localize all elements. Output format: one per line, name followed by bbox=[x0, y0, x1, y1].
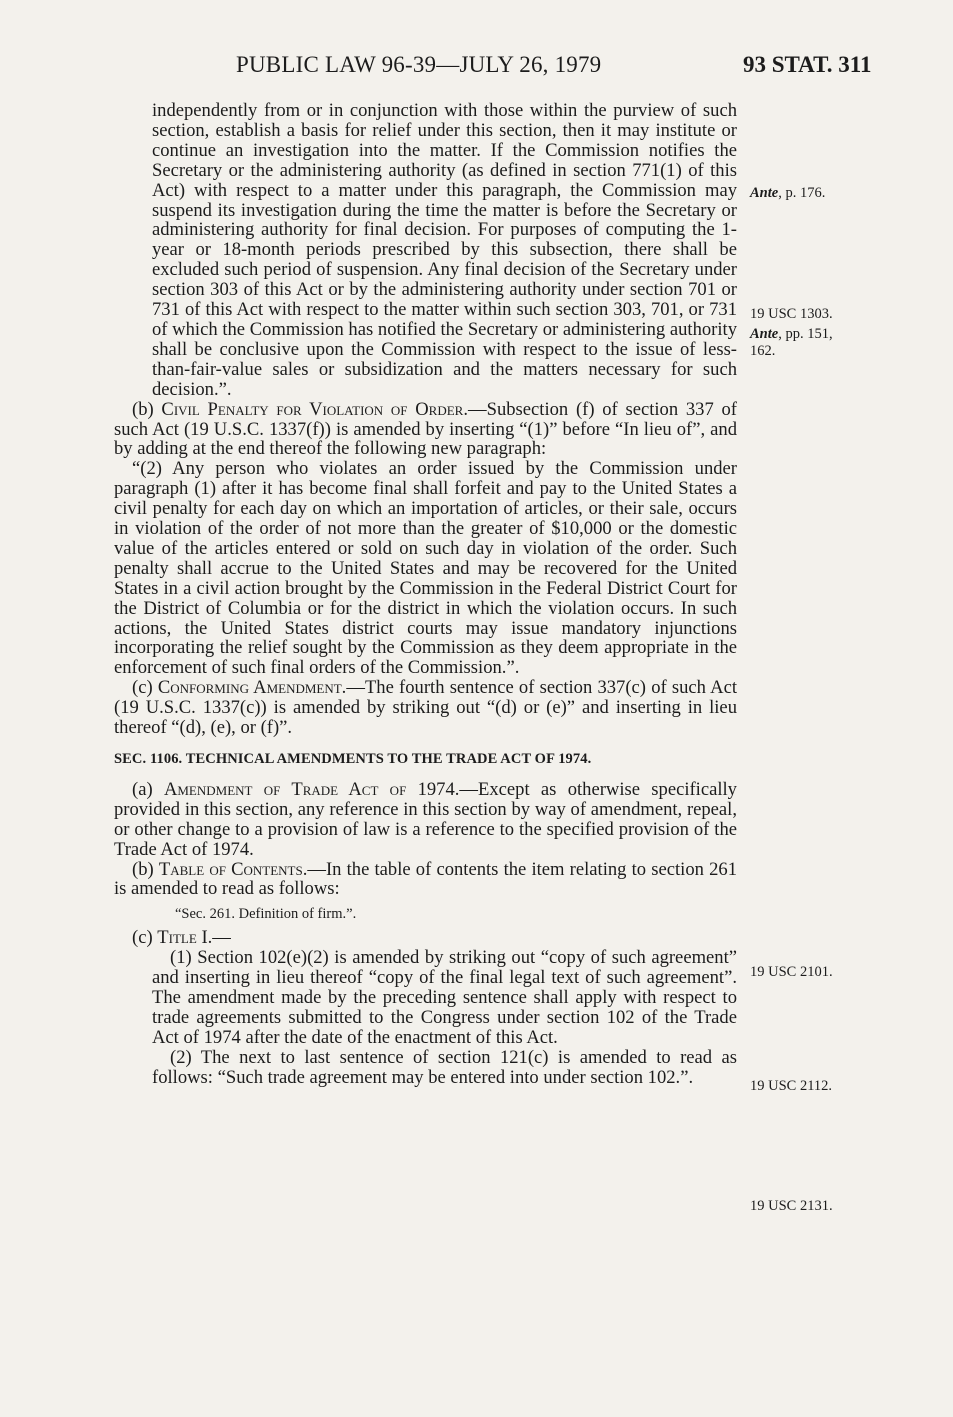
subsection-heading: Title I. bbox=[157, 927, 213, 949]
running-title: PUBLIC LAW 96-39—JULY 26, 1979 bbox=[236, 52, 602, 77]
subsection-dash: — bbox=[212, 927, 231, 949]
margin-note-ante: Ante bbox=[750, 326, 779, 342]
subsection-label: (c) bbox=[132, 927, 153, 949]
subsection-c-title bbox=[114, 928, 737, 948]
subsection-label: (b) bbox=[132, 398, 154, 420]
subsection-body: —Except as otherwise specifically provided in this section, any reference in this section by way of amendment, repeal, or other change to a provision of law is a reference to the specified provision of the Trade Act of 1974. bbox=[114, 778, 737, 860]
margin-note-ante-151 bbox=[750, 326, 833, 360]
margin-note-ante-176 bbox=[750, 185, 825, 202]
paragraph-c-1: (1) Section 102(e)(2) is amended by striking out “copy of such agreement” and inserting in lieu thereof “copy of the final legal text of such agreement”. The amendment made by the preceding sentence shall apply with respect to trade agreements submitted to the Congress under section 102 of the Trade Act of 1974 after the date of the enactment of this Act. bbox=[152, 947, 737, 1048]
subsection-heading: Civil Penalty for Violation of Order. bbox=[161, 398, 469, 420]
subsection-label: (c) bbox=[132, 677, 153, 699]
quoted-paragraph-2: “(2) Any person who violates an order issued by the Commission under paragraph (1) after it has become final shall forfeit and pay to the United States a civil penalty for each day on which an importation of articles, or their sale, occurs in violation of the order of not more than the greater of $10,000 or the domestic value of the articles entered or sold on such day in violation of the order. Such penalty shall accrue to the United States and may be recovered for the United States in a civil action brought by the Commission in the Federal District Court for the District of Columbia or for the district in which the violation occurs. In such actions, the United States district courts may issue mandatory injunctions incorporating the relief sought by the Commission as they deem appropriate in the enforcement of such final orders of the Commission.”. bbox=[114, 458, 737, 679]
margin-note-pages: , pp. 151, bbox=[778, 326, 833, 342]
margin-note-ante: Ante bbox=[750, 185, 779, 201]
subsection-heading: Table of Contents. bbox=[158, 858, 308, 880]
margin-note-page: , p. 176. bbox=[778, 185, 826, 201]
toc-quote: “Sec. 261. Definition of firm.”. bbox=[175, 906, 357, 923]
margin-note-usc-2101: 19 USC 2101. bbox=[750, 964, 833, 980]
margin-note-usc-2131: 19 USC 2131. bbox=[750, 1198, 833, 1214]
subsection-heading: Amendment of Trade Act of 1974. bbox=[163, 778, 460, 800]
subsection-b-toc bbox=[114, 860, 737, 900]
subsection-a bbox=[114, 780, 737, 860]
paragraph-continuation: independently from or in conjunction with those within the purview of such section, establish a basis for relief under this section, then it may institute or continue an investigation into the matter. If the Commission notifies the Secretary or the administering authority (as defined in section 771(1) of this Act) with respect to a matter under this paragraph, the Commission may suspend its investigation during the time the matter is before the Secretary or administering authority for final decision. For purposes of computing the 1-year or 18-month periods prescribed by this subsection, there shall be excluded such period of suspension. Any final decision of the Secretary under section 303 of this Act or by the administering authority under section 701 or 731 of this Act with respect to the matter within such section 303, 701, or 731 of which the Commission has notified the Secretary or administering authority shall be conclusive upon the Commission with respect to the issue of less-than-fair-value sales or subsidization and the matters necessary for such decision.”. bbox=[152, 100, 737, 400]
subsection-label: (a) bbox=[132, 778, 153, 800]
subsection-label: (b) bbox=[132, 858, 154, 880]
subsection-body: —The fourth sentence of section 337(c) of such Act (19 U.S.C. 1337(c)) is amended by striking out “(d) or (e)” and inserting in lieu thereof “(d), (e), or (f)”. bbox=[114, 677, 737, 739]
subsection-body: —In the table of contents the item relating to section 261 is amended to read as follows: bbox=[114, 858, 737, 900]
subsection-c bbox=[114, 678, 737, 738]
section-heading: SEC. 1106. TECHNICAL AMENDMENTS TO THE TRADE ACT OF 1974. bbox=[114, 751, 592, 767]
paragraph-c-2: (2) The next to last sentence of section 121(c) is amended to read as follows: “Such trade agreement may be entered into under section 102.”. bbox=[152, 1046, 737, 1088]
subsection-body: —Subsection (f) of section 337 of such Act (19 U.S.C. 1337(f)) is amended by inserting “(1)” before “In lieu of”, and by adding at the end thereof the following new paragraph: bbox=[114, 398, 737, 460]
margin-note-pages-cont: 162. bbox=[750, 343, 776, 359]
margin-note-usc-1303: 19 USC 1303. bbox=[750, 306, 833, 322]
body-text bbox=[114, 101, 737, 1088]
stat-page-number: 93 STAT. 311 bbox=[743, 52, 872, 77]
margin-note-usc-2112: 19 USC 2112. bbox=[750, 1078, 833, 1094]
subsection-b bbox=[114, 400, 737, 460]
subsection-heading: Conforming Amendment. bbox=[157, 677, 347, 699]
page-header bbox=[0, 52, 953, 86]
